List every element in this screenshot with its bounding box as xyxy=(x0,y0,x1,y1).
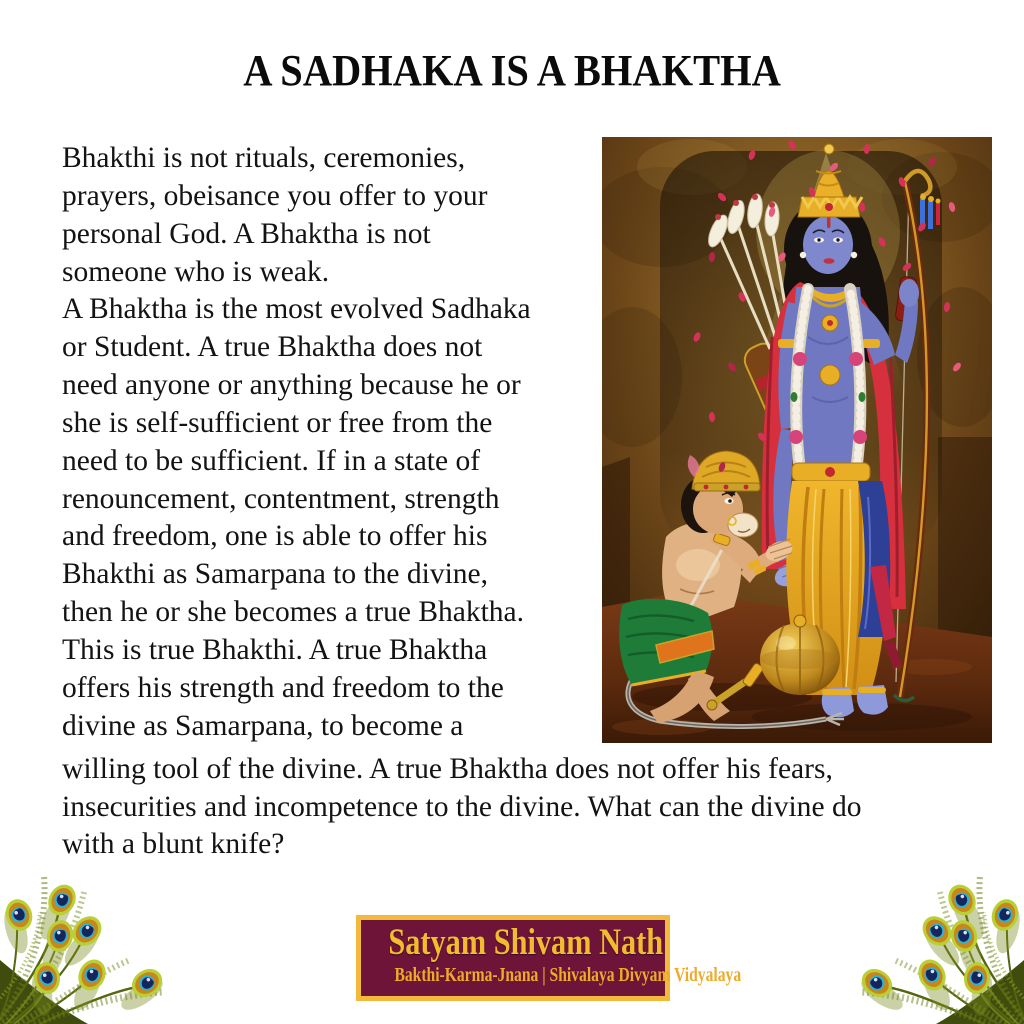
rama-hanuman-illustration xyxy=(602,137,992,743)
text-line: willing tool of the divine. A true Bhaktha does not offer his fears, xyxy=(62,752,833,785)
text-line: A Bhaktha is the most evolved Sadhaka xyxy=(62,293,531,326)
text-line: and freedom, one is able to offer his xyxy=(62,520,488,553)
text-line: insecurities and incompetence to the divine. What can the divine do xyxy=(62,789,862,823)
page-title: A SADHAKA IS A BHAKTHA xyxy=(243,46,781,95)
text-line: personal God. A Bhaktha is not xyxy=(62,217,431,250)
brand-title: Satyam Shivam Nath xyxy=(388,922,664,963)
text-line: This is true Bhakthi. A true Bhaktha xyxy=(62,633,488,666)
text-line: someone who is weak. xyxy=(62,255,330,288)
text-line: need to be sufficient. If in a state of xyxy=(62,444,481,477)
text-line: she is self-sufficient or free from the xyxy=(62,406,493,439)
text-line: Bhakthi is not rituals, ceremonies, xyxy=(62,142,466,174)
article-full-width-text xyxy=(62,750,978,863)
article-column-text xyxy=(62,140,607,746)
brand-banner xyxy=(356,915,742,1001)
text-line: need anyone or anything because he or xyxy=(62,369,521,402)
text-line: then he or she becomes a true Bhaktha. xyxy=(62,596,525,629)
text-line: Bhakthi as Samarpana to the divine, xyxy=(62,558,489,591)
text-line: with a blunt knife? xyxy=(62,827,285,861)
text-line: or Student. A true Bhaktha does not xyxy=(62,331,483,364)
text-line: renouncement, contentment, strength xyxy=(62,482,500,515)
text-line: offers his strength and freedom to the xyxy=(62,671,504,704)
text-line: prayers, obeisance you offer to your xyxy=(62,179,488,212)
text-line: divine as Samarpana, to become a xyxy=(62,709,464,742)
brand-subtitle: Bakthi-Karma-Jnana | Shivalaya Divyam Vidyalaya xyxy=(394,964,742,986)
